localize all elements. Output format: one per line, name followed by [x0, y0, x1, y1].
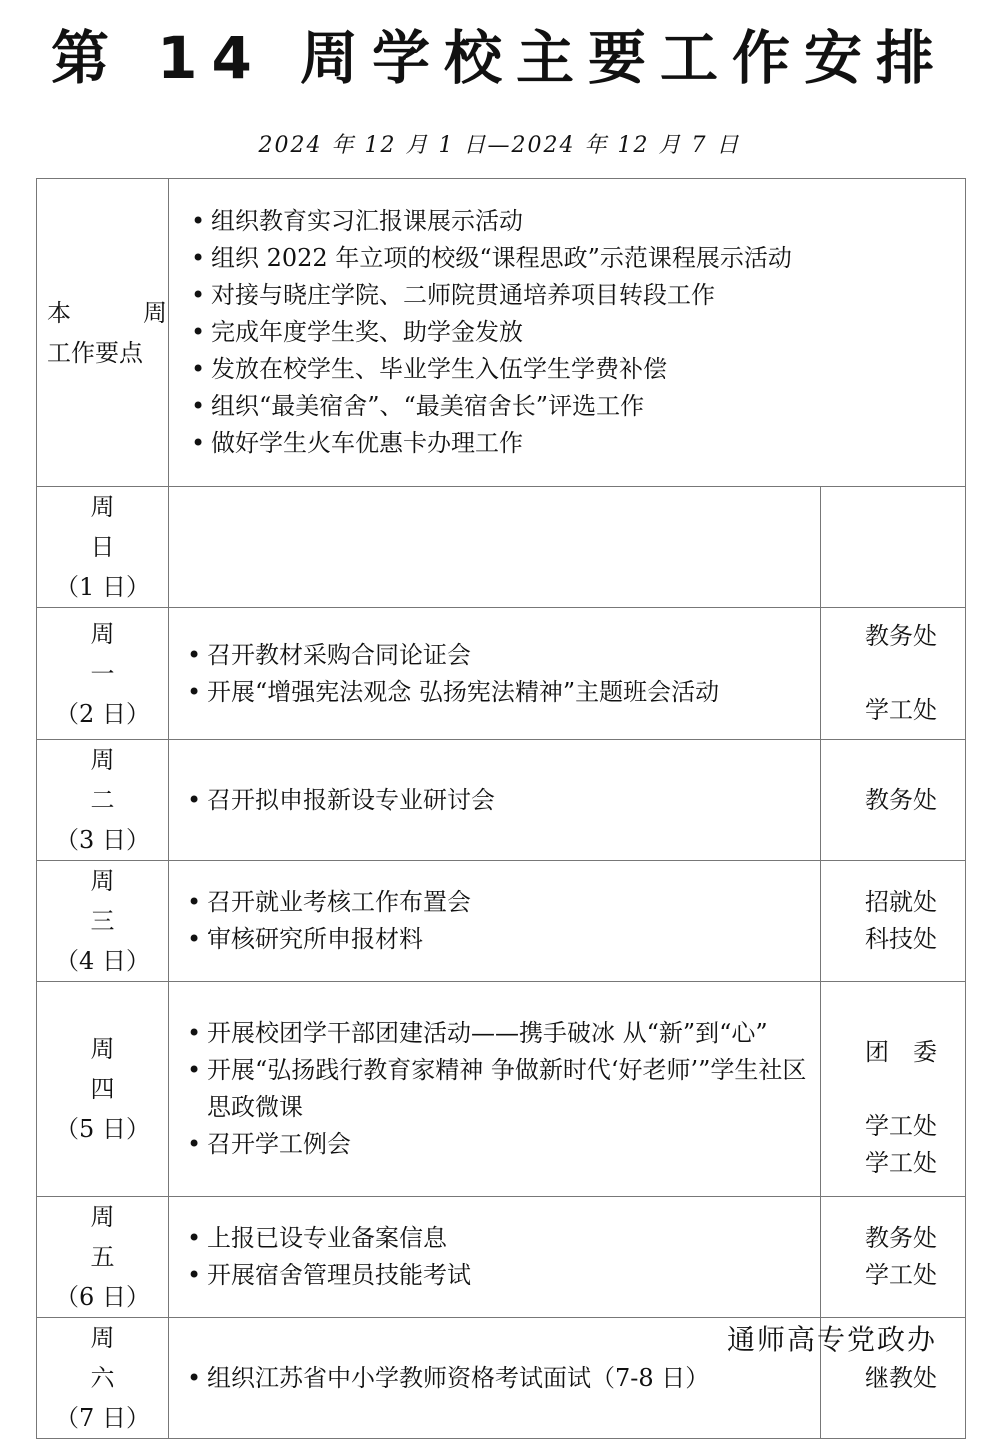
day-name: 周日	[90, 493, 153, 561]
key-points-row	[37, 179, 966, 487]
day-items	[169, 1197, 821, 1318]
dept-label: 团 委	[865, 1037, 937, 1066]
list-item: • 召开拟申报新设专业研讨会	[183, 782, 810, 819]
day-label	[37, 1318, 169, 1439]
list-item: • 发放在校学生、毕业学生入伍学生学费补偿	[187, 351, 955, 388]
bullet: •	[187, 640, 202, 669]
day-date: （5 日）	[55, 1115, 150, 1143]
list-item: • 组织“最美宿舍”、“最美宿舍长”评选工作	[187, 388, 955, 425]
day-name: 周六	[90, 1324, 153, 1392]
dept-label: 学工处	[865, 1148, 937, 1177]
dept-label: 教务处	[865, 622, 937, 650]
day-items	[169, 608, 821, 740]
dept-label	[821, 997, 937, 1034]
issuer-signature: 通师高专党政办	[726, 1323, 937, 1356]
dept-label: 教务处	[865, 1224, 937, 1252]
key-label-line-2: 工作要点	[47, 338, 143, 367]
key-label-char-2: 周	[143, 298, 167, 327]
list-item: • 组织江苏省中小学教师资格考试面试（7-8 日）	[183, 1360, 810, 1397]
bullet: •	[191, 355, 206, 383]
bullet: •	[191, 429, 206, 457]
key-points-list	[169, 179, 966, 487]
bullet: •	[187, 925, 202, 953]
list-item: • 组织教育实习汇报课展示活动	[187, 203, 955, 240]
dept-label: 继教处	[865, 1363, 937, 1392]
bullet: •	[191, 318, 206, 346]
dept-label: 学工处	[865, 696, 937, 724]
day-row-friday	[37, 1197, 966, 1318]
bullet: •	[191, 281, 206, 309]
day-items	[169, 982, 821, 1197]
day-row-tuesday	[37, 740, 966, 861]
list-item: • 审核研究所申报材料	[183, 921, 810, 958]
day-label	[37, 487, 169, 608]
day-date: （2 日）	[55, 699, 150, 728]
day-name: 周一	[90, 619, 153, 688]
day-row-wednesday	[37, 861, 966, 982]
day-row-sunday	[37, 487, 966, 608]
day-items	[169, 740, 821, 861]
bullet: •	[187, 1130, 202, 1158]
bullet: •	[187, 1363, 202, 1392]
day-date: （4 日）	[55, 947, 150, 975]
day-items	[169, 1318, 821, 1439]
list-item: • 召开学工例会	[183, 1126, 810, 1163]
list-item: • 开展校团学干部团建活动——携手破冰 从“新”到“心”	[183, 1015, 810, 1052]
list-item: • 完成年度学生奖、助学金发放	[187, 314, 955, 351]
day-label	[37, 982, 169, 1197]
day-label	[37, 740, 169, 861]
day-name: 周二	[90, 746, 153, 814]
list-item: • 召开就业考核工作布置会	[183, 884, 810, 921]
bullet: •	[191, 207, 206, 235]
key-points-label	[37, 179, 169, 487]
day-row-monday	[37, 608, 966, 740]
list-item: • 开展“弘扬践行教育家精神 争做新时代‘好老师’”学生社区思政微课	[183, 1052, 810, 1126]
list-item: • 召开教材采购合同论证会	[183, 637, 810, 674]
day-date: （6 日）	[55, 1283, 150, 1311]
day-depts	[821, 861, 966, 982]
day-name: 周三	[90, 867, 153, 935]
key-label-char-1: 本	[47, 298, 71, 327]
day-depts	[821, 1197, 966, 1318]
day-label	[37, 861, 169, 982]
bullet: •	[191, 392, 206, 420]
dept-label: 教务处	[865, 785, 937, 814]
day-depts	[821, 487, 966, 608]
dept-label: 科技处	[865, 925, 937, 953]
bullet: •	[187, 785, 202, 814]
schedule-table	[36, 178, 966, 1439]
bullet: •	[187, 1056, 202, 1084]
day-depts	[821, 608, 966, 740]
day-date: （7 日）	[55, 1404, 150, 1432]
day-date: （1 日）	[55, 573, 150, 601]
day-row-thursday	[37, 982, 966, 1197]
page-title: 第 14 周学校主要工作安排	[50, 24, 949, 92]
day-name: 周四	[90, 1035, 153, 1103]
day-depts	[821, 740, 966, 861]
bullet: •	[187, 1019, 202, 1047]
list-item: • 对接与晓庄学院、二师院贯通培养项目转段工作	[187, 277, 955, 314]
bullet: •	[187, 888, 202, 916]
list-item: • 组织 2022 年立项的校级“课程思政”示范课程展示活动	[187, 240, 955, 277]
day-date: （3 日）	[55, 826, 150, 854]
dept-label: 学工处	[865, 1261, 937, 1289]
date-range: 2024 年 12 月 1 日—2024 年 12 月 7 日	[258, 133, 741, 158]
day-items	[169, 487, 821, 608]
list-item: • 开展“增强宪法观念 弘扬宪法精神”主题班会活动	[183, 674, 810, 711]
bullet: •	[187, 677, 202, 706]
bullet: •	[187, 1261, 202, 1289]
day-name: 周五	[90, 1203, 153, 1271]
list-item: • 上报已设专业备案信息	[183, 1220, 810, 1257]
day-label	[37, 1197, 169, 1318]
dept-label: 学工处	[865, 1111, 937, 1140]
dept-label	[821, 1071, 937, 1108]
day-items	[169, 861, 821, 982]
bullet: •	[187, 1224, 202, 1252]
bullet: •	[191, 244, 206, 272]
list-item: • 开展宿舍管理员技能考试	[183, 1257, 810, 1294]
list-item: • 做好学生火车优惠卡办理工作	[187, 425, 955, 462]
dept-label: 招就处	[865, 888, 937, 916]
day-label	[37, 608, 169, 740]
dept-label	[821, 655, 937, 692]
day-depts	[821, 982, 966, 1197]
